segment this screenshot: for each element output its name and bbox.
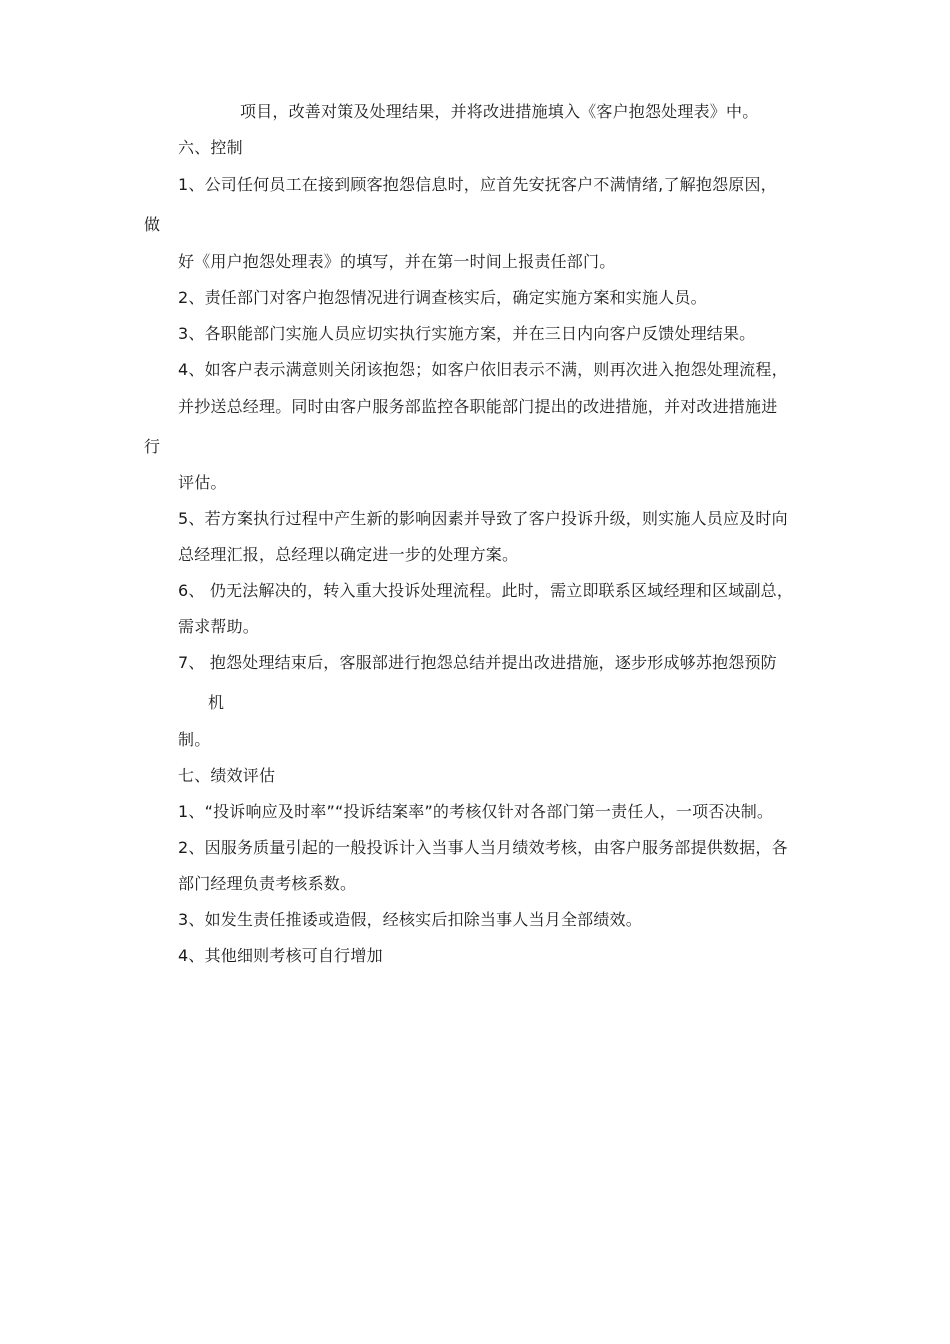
text-line: 评估。 — [178, 473, 227, 492]
text-line: 做 — [144, 215, 161, 234]
text-line: 总经理汇报，总经理以确定进一步的处理方案。 — [178, 545, 519, 564]
text-line: 3、如发生责任推诿或造假，经核实后扣除当事人当月全部绩效。 — [178, 910, 642, 929]
text-line: 2、因服务质量引起的一般投诉计入当事人当月绩效考核，由客户服务部提供数据，各 — [178, 838, 788, 857]
text-line: 7、 抱怨处理结束后，客服部进行抱怨总结并提出改进措施，逐步形成够苏抱怨预防 — [178, 653, 777, 672]
text-line: 1、公司任何员工在接到顾客抱怨信息时，应首先安抚客户不满情绪,了解抱怨原因， — [178, 175, 777, 194]
text-line: 2、责任部门对客户抱怨情况进行调查核实后，确定实施方案和实施人员。 — [178, 288, 707, 307]
text-line: 4、如客户表示满意则关闭该抱怨；如客户依旧表示不满，则再次进入抱怨处理流程， — [178, 360, 788, 379]
text-line: 行 — [144, 437, 161, 456]
text-line-continuation: 项目，改善对策及处理结果，并将改进措施填入《客户抱怨处理表》中。 — [240, 102, 759, 121]
text-line: 6、 仍无法解决的，转入重大投诉处理流程。此时，需立即联系区域经理和区域副总， — [178, 581, 794, 600]
section-heading-performance: 七、绩效评估 — [178, 766, 276, 785]
text-line: 机 — [208, 693, 225, 712]
text-line: 4、其他细则考核可自行增加 — [178, 946, 383, 965]
section-heading-control: 六、控制 — [178, 138, 243, 157]
text-line: 并抄送总经理。同时由客户服务部监控各职能部门提出的改进措施，并对改进措施进 — [178, 397, 778, 416]
text-line: 1、“投诉响应及时率”“投诉结案率”的考核仅针对各部门第一责任人，一项否决制。 — [178, 802, 774, 821]
text-line: 好《用户抱怨处理表》的填写，并在第一时间上报责任部门。 — [178, 252, 616, 271]
text-line: 3、各职能部门实施人员应切实执行实施方案，并在三日内向客户反馈处理结果。 — [178, 324, 756, 343]
text-line: 部门经理负责考核系数。 — [178, 874, 357, 893]
text-line: 制。 — [178, 730, 211, 749]
text-line: 需求帮助。 — [178, 617, 260, 636]
text-line: 5、若方案执行过程中产生新的影响因素并导致了客户投诉升级，则实施人员应及时向 — [178, 509, 788, 528]
